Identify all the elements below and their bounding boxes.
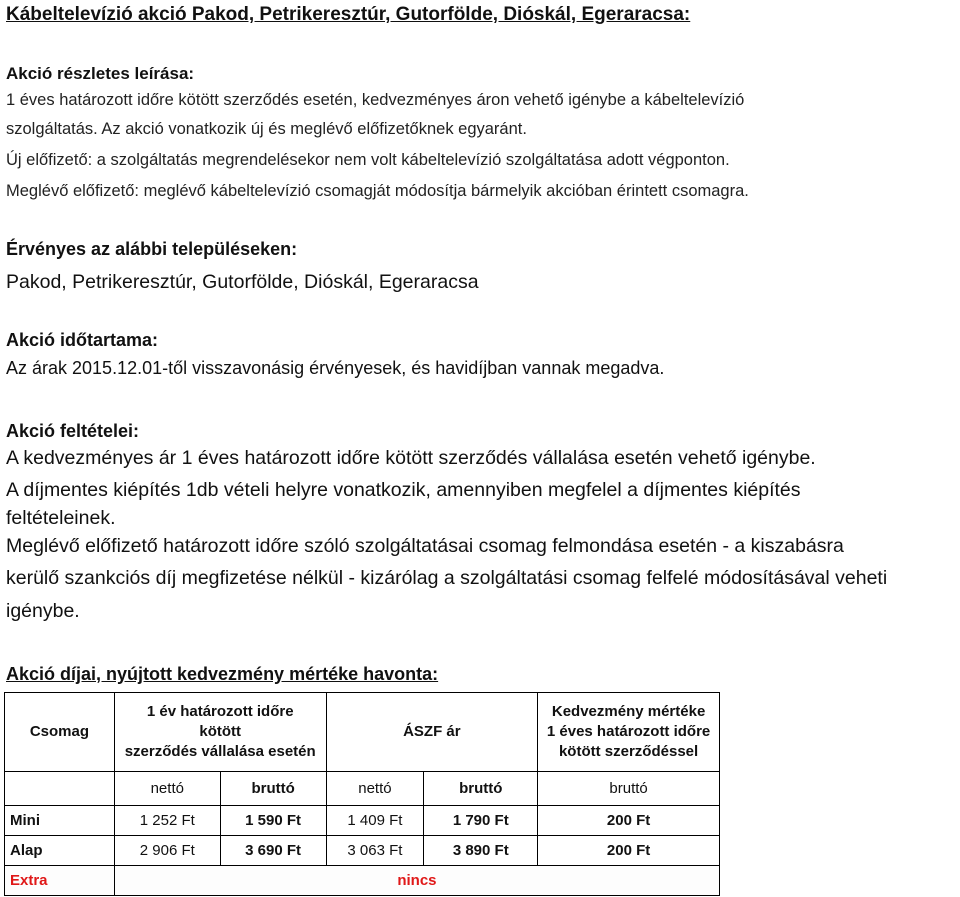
package-name: Mini (5, 806, 115, 836)
conditions-line-5: kerülő szankciós díj megfizetése nélkül - kizárólag a szolgáltatási csomag felfelé módosításával veheti (6, 567, 888, 589)
discount-value: 200 Ft (538, 836, 720, 866)
page-title: Kábeltelevízió akció Pakod, Petrikeresztúr, Gutorfölde, Dióskál, Egeraracsa: (6, 4, 691, 25)
extra-note: nincs (114, 866, 719, 896)
subheader-brutto-discount: bruttó (538, 772, 720, 806)
aszf-netto: 3 063 Ft (326, 836, 424, 866)
description-line-2: szolgáltatás. Az akció vonatkozik új és meglévő előfizetőknek egyaránt. (6, 120, 527, 138)
conditions-line-2: A díjmentes kiépítés 1db vételi helyre vonatkozik, amennyiben megfelel a díjmentes kiépítés (6, 479, 801, 501)
aszf-netto: 1 409 Ft (326, 806, 424, 836)
locations-text: Pakod, Petrikeresztúr, Gutorfölde, Dióskál, Egeraracsa (6, 271, 479, 293)
duration-heading: Akció időtartama: (6, 330, 159, 350)
conditions-heading: Akció feltételei: (6, 421, 140, 441)
prices-heading: Akció díjai, nyújtott kedvezmény mértéke havonta: (6, 664, 439, 684)
description-line-1: 1 éves határozott időre kötött szerződés esetén, kedvezményes áron vehető igénybe a kábeltelevízió (6, 91, 745, 109)
package-name: Alap (5, 836, 115, 866)
header-discount: Kedvezmény mértéke 1 éves határozott időre kötött szerződéssel (538, 693, 720, 772)
subheader-brutto-contract: bruttó (220, 772, 326, 806)
price-table (4, 692, 720, 896)
header-package: Csomag (5, 693, 115, 772)
contract-brutto: 1 590 Ft (220, 806, 326, 836)
conditions-line-6: igénybe. (6, 600, 80, 622)
conditions-line-1: A kedvezményes ár 1 éves határozott időre kötött szerződés vállalása esetén vehető igénybe. (6, 447, 816, 469)
conditions-line-3: feltételeinek. (6, 507, 116, 529)
table-subheader-row (5, 772, 720, 806)
table-row (5, 836, 720, 866)
description-heading: Akció részletes leírása: (6, 64, 195, 83)
description-line-3: Új előfizető: a szolgáltatás megrendelésekor nem volt kábeltelevízió szolgáltatása adott végponton. (6, 151, 730, 169)
table-row-extra (5, 866, 720, 896)
aszf-brutto: 1 790 Ft (424, 806, 538, 836)
subheader-netto-aszf: nettó (326, 772, 424, 806)
subheader-brutto-aszf: bruttó (424, 772, 538, 806)
header-contract-price: 1 év határozott időre kötött szerződés vállalása esetén (114, 693, 326, 772)
conditions-line-4: Meglévő előfizető határozott időre szóló szolgáltatásai csomag felmondása esetén - a kiszabásra (6, 535, 844, 557)
contract-netto: 1 252 Ft (114, 806, 220, 836)
duration-text: Az árak 2015.12.01-től visszavonásig érvényesek, és havidíjban vannak megadva. (6, 358, 665, 378)
package-name-extra: Extra (5, 866, 115, 896)
table-header-row (5, 693, 720, 772)
description-line-4: Meglévő előfizető: meglévő kábeltelevízió csomagját módosítja bármelyik akcióban érintett csomagra. (6, 182, 749, 200)
table-row (5, 806, 720, 836)
subheader-netto-contract: nettó (114, 772, 220, 806)
contract-brutto: 3 690 Ft (220, 836, 326, 866)
discount-value: 200 Ft (538, 806, 720, 836)
header-aszf-price: ÁSZF ár (326, 693, 538, 772)
contract-netto: 2 906 Ft (114, 836, 220, 866)
locations-heading: Érvényes az alábbi településeken: (6, 239, 298, 259)
aszf-brutto: 3 890 Ft (424, 836, 538, 866)
subheader-empty (5, 772, 115, 806)
